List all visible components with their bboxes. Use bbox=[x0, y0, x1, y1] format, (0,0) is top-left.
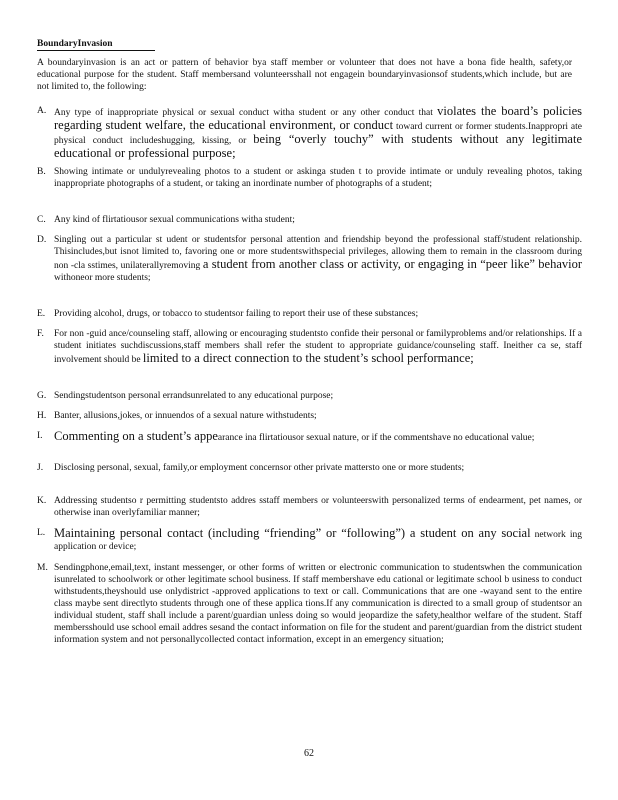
item-text: toward current or former students.Inappropri ate physical conduct includeshugging, kissing, or bbox=[54, 122, 582, 146]
intro-paragraph: A boundaryinvasion is an act or pattern of behavior bya staff member or volunteer that does not have a bona fide health, safety,or educational purpose for the student. Staff membersand volunteersshall not engagein boundaryinvasionsof students,which include, but are not limited to, the following: bbox=[37, 58, 572, 92]
item-text: For non -guid ance/counseling staff, allowing or encouraging studentsto confide their personal or familyproblems and/or relationships. If a student initiates suchdiscussions,staff members shall refer the student to appropriate guidance/counseling staff. Ineither ca se, staff involvement should be bbox=[54, 329, 582, 365]
item-text: a student from another class or activity, or engaging in “peer like” behavior bbox=[202, 257, 582, 271]
item-text: Commenting on a student’s appe bbox=[54, 429, 218, 443]
item-letter: F. bbox=[37, 329, 44, 339]
item-text: Banter, allusions,jokes, or innuendos of a sexual nature withstudents; bbox=[54, 411, 317, 421]
item-letter: K. bbox=[37, 496, 47, 506]
item-body bbox=[54, 234, 582, 284]
item-body bbox=[54, 495, 582, 519]
item-body bbox=[54, 562, 582, 646]
item-text: Sendingphone,email,text, instant messenger, or other forms of written or electronic communication to studentswhen the communication isunrelated to schoolwork or other legitimate school business. If staff membershave edu cational or legitimate school b usiness to conduct withstudents,theyshould use onlydistrict -approved applications to text or call. Communications that are one -wayand sent to the entire class maybe sent directlyto students through one of these applica tions.If any communication is directed to a small group of studentsor an individual student, staff shall include a parent/guardian unless doing so would jeopardize the safety,healthor welfare of the student. Staff membersshould use school email addres sesand the contact information on file for the student and parent/guardian from the district student information system and not personallycollected contact information, except in an emergency situation; bbox=[54, 563, 582, 645]
item-text: Maintaining personal contact (including “friending” or “following”) a student on any social bbox=[54, 526, 531, 540]
item-letter: I. bbox=[37, 431, 43, 441]
item-letter: L. bbox=[37, 528, 46, 538]
item-text: Singling out a particular st udent or studentsfor personal attention and friendship beyond the professional staff/student relationship. Thisincludes,but isnot limited to, favoring one or more studentswithspecial privileges, allowing them to remain in the classroom during non -cla sstimes, unilaterallyremoving bbox=[54, 235, 582, 271]
item-text: Showing intimate or undulyrevealing photos to a student or askinga studen t to provide intimate or unduly revealing photos, taking inappropriate photographs of a student, or taking an inordinate number of photographs of a student; bbox=[54, 167, 582, 189]
item-letter: G. bbox=[37, 391, 47, 401]
item-body bbox=[54, 430, 582, 444]
page-number: 62 bbox=[304, 748, 314, 759]
item-body bbox=[54, 308, 582, 320]
item-text: limited to a direct connection to the student’s school performance; bbox=[142, 351, 474, 365]
item-body bbox=[54, 214, 582, 226]
item-letter: M. bbox=[37, 563, 48, 573]
item-letter: A. bbox=[37, 106, 47, 116]
item-text: Providing alcohol, drugs, or tobacco to studentsor failing to report their use of these substances; bbox=[54, 309, 419, 319]
item-body bbox=[54, 527, 582, 553]
item-text: withoneor more students; bbox=[54, 273, 151, 283]
item-text: violates the board’s policies regarding student welfare, the educational environment, or conduct bbox=[54, 104, 582, 132]
item-text: Any type of inappropriate physical or sexual conduct witha student or any other conduct that bbox=[54, 108, 438, 118]
item-body bbox=[54, 390, 582, 402]
section-heading: BoundaryInvasion bbox=[37, 38, 155, 51]
item-text: Sendingstudentson personal errandsunrelated to any educational purpose; bbox=[54, 391, 334, 401]
item-letter: B. bbox=[37, 167, 46, 177]
item-body bbox=[54, 105, 582, 161]
item-letter: H. bbox=[37, 411, 47, 421]
item-letter: C. bbox=[37, 215, 46, 225]
item-body bbox=[54, 462, 582, 474]
item-text: arance ina flirtatiousor sexual nature, or if the commentshave no educational value; bbox=[217, 433, 535, 443]
item-body bbox=[54, 166, 582, 190]
item-text: being “overly touchy” with students without any legitimate educational or professional purpose; bbox=[54, 132, 582, 160]
item-text: network ing application or device; bbox=[54, 530, 582, 552]
item-letter: E. bbox=[37, 309, 46, 319]
item-text: Addressing studentso r permitting studentsto addres sstaff members or volunteerswith personalized terms of endearment, pet names, or otherwise inan overlyfamiliar manner; bbox=[54, 496, 582, 518]
item-body bbox=[54, 410, 582, 422]
item-letter: D. bbox=[37, 235, 47, 245]
item-text: Disclosing personal, sexual, family,or employment concernsor other private mattersto one or more students; bbox=[54, 463, 465, 473]
item-letter: J. bbox=[37, 463, 44, 473]
item-text: Any kind of flirtatiousor sexual communications witha student; bbox=[54, 215, 295, 225]
item-body bbox=[54, 328, 582, 366]
